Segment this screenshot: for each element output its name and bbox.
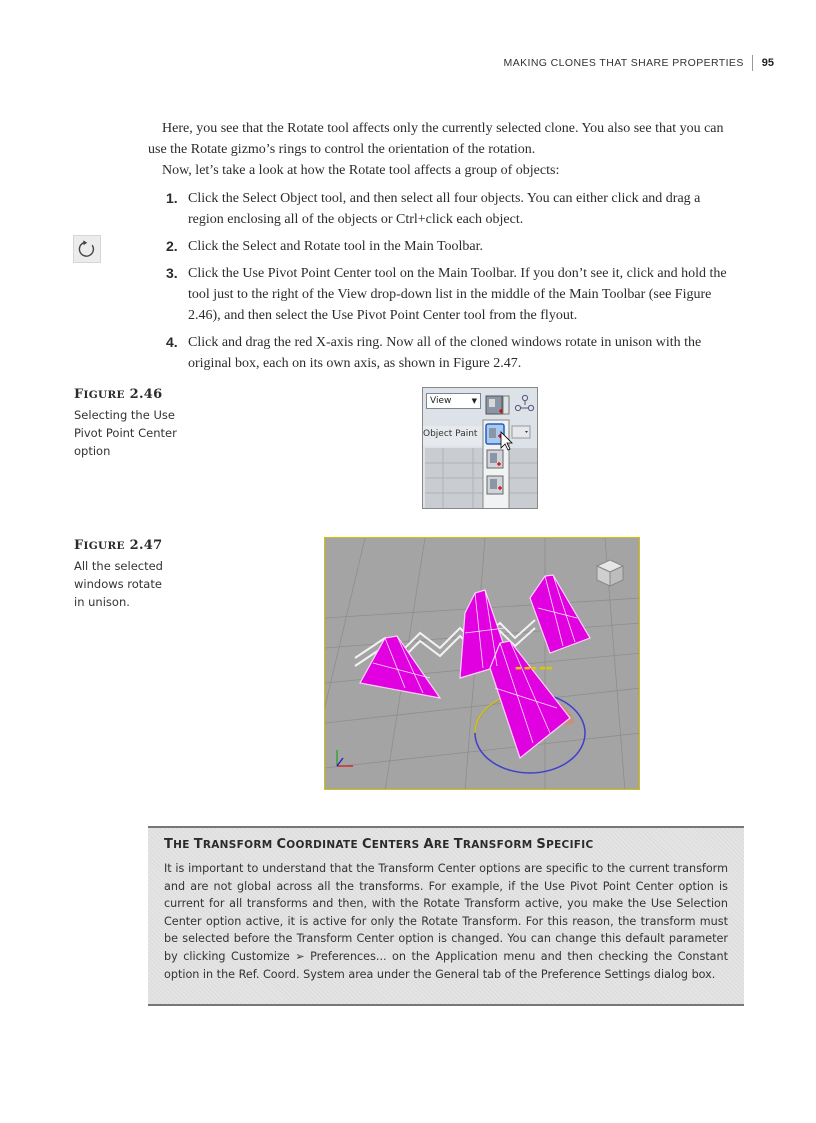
sidebar-note: [148, 826, 744, 1006]
step-text: Click the Select Object tool, and then select all four objects. You can either click and drag a region enclosing all of the objects or Ctrl+click each object.: [188, 191, 701, 227]
page-number: 95: [761, 57, 774, 69]
body-text: [148, 118, 738, 380]
step-1: [148, 188, 738, 230]
running-head: [504, 55, 774, 71]
step-text: Click and drag the red X-axis ring. Now all of the cloned windows rotate in unison with the original box, each on its own axis, as shown in Figure 2.47.: [188, 335, 702, 371]
figure-2-46-caption: [74, 386, 244, 460]
step-number: 3.: [166, 265, 178, 281]
caption-line: All the selected: [74, 559, 163, 573]
step-text: Click the Select and Rotate tool in the Main Toolbar.: [188, 239, 484, 254]
figure-2-47-caption: [74, 537, 244, 611]
caption-line: windows rotate: [74, 577, 162, 591]
paragraph-2: Now, let’s take a look at how the Rotate tool affects a group of objects:: [162, 163, 560, 178]
caption-line: Pivot Point Center: [74, 426, 177, 440]
caption-line: in unison.: [74, 595, 130, 609]
step-number: 4.: [166, 334, 178, 350]
caption-line: option: [74, 444, 111, 458]
step-4: [148, 332, 738, 374]
caption-line: Selecting the Use: [74, 408, 175, 422]
running-head-title: MAKING CLONES THAT SHARE PROPERTIES: [503, 57, 744, 69]
step-3: [148, 263, 738, 326]
step-number: 1.: [166, 190, 178, 206]
paragraph-1: Here, you see that the Rotate tool affects only the currently selected clone. You also see that you can use the Rotate gizmo’s rings to control the orientation of the rotation.: [148, 121, 724, 157]
sidebar-text: It is important to understand that the Transform Center options are specific to the current transform and are not global across all the transforms. For example, if the Use Pivot Point Center option is current for all transforms and then, with the Rotate Transform active, you make the Use Selection Center option active, it is active for only the Rotate Transform. For this reason, the transform must be selected before the Transform Center option is changed. You can change this default parameter by clicking Customize ➢ Preferences... on the Application menu and then checking the Constant option in the Ref. Coord. System area under the General tab of the Preference Settings dialog box.: [164, 862, 728, 981]
chevron-down-icon: ▼: [471, 397, 477, 405]
figure-label: FIGURE 2.47: [74, 538, 163, 553]
object-paint-label: Object Paint: [423, 429, 478, 439]
svg-text:▬ ▬▬ ▬▬: ▬ ▬▬ ▬▬: [515, 664, 553, 672]
step-number: 2.: [166, 238, 178, 254]
view-dropdown-value: View: [430, 396, 452, 406]
step-text: Click the Use Pivot Point Center tool on the Main Toolbar. If you don’t see it, click and hold the tool just to the right of the View drop-down list in the middle of the Main Toolbar (see Figure 2.46), and then select the Use Pivot Point Center tool from the flyout.: [188, 266, 727, 323]
figure-label: FIGURE 2.46: [74, 387, 163, 402]
sidebar-title: THE TRANSFORM COORDINATE CENTERS ARE TRANSFORM SPECIFIC: [164, 837, 594, 852]
steps-list: [148, 188, 738, 374]
view-dropdown: [426, 393, 481, 409]
figure-2-46-image: [422, 387, 538, 509]
step-2: [148, 236, 738, 257]
figure-2-47-image: [324, 537, 640, 790]
rotate-icon: [73, 235, 101, 263]
